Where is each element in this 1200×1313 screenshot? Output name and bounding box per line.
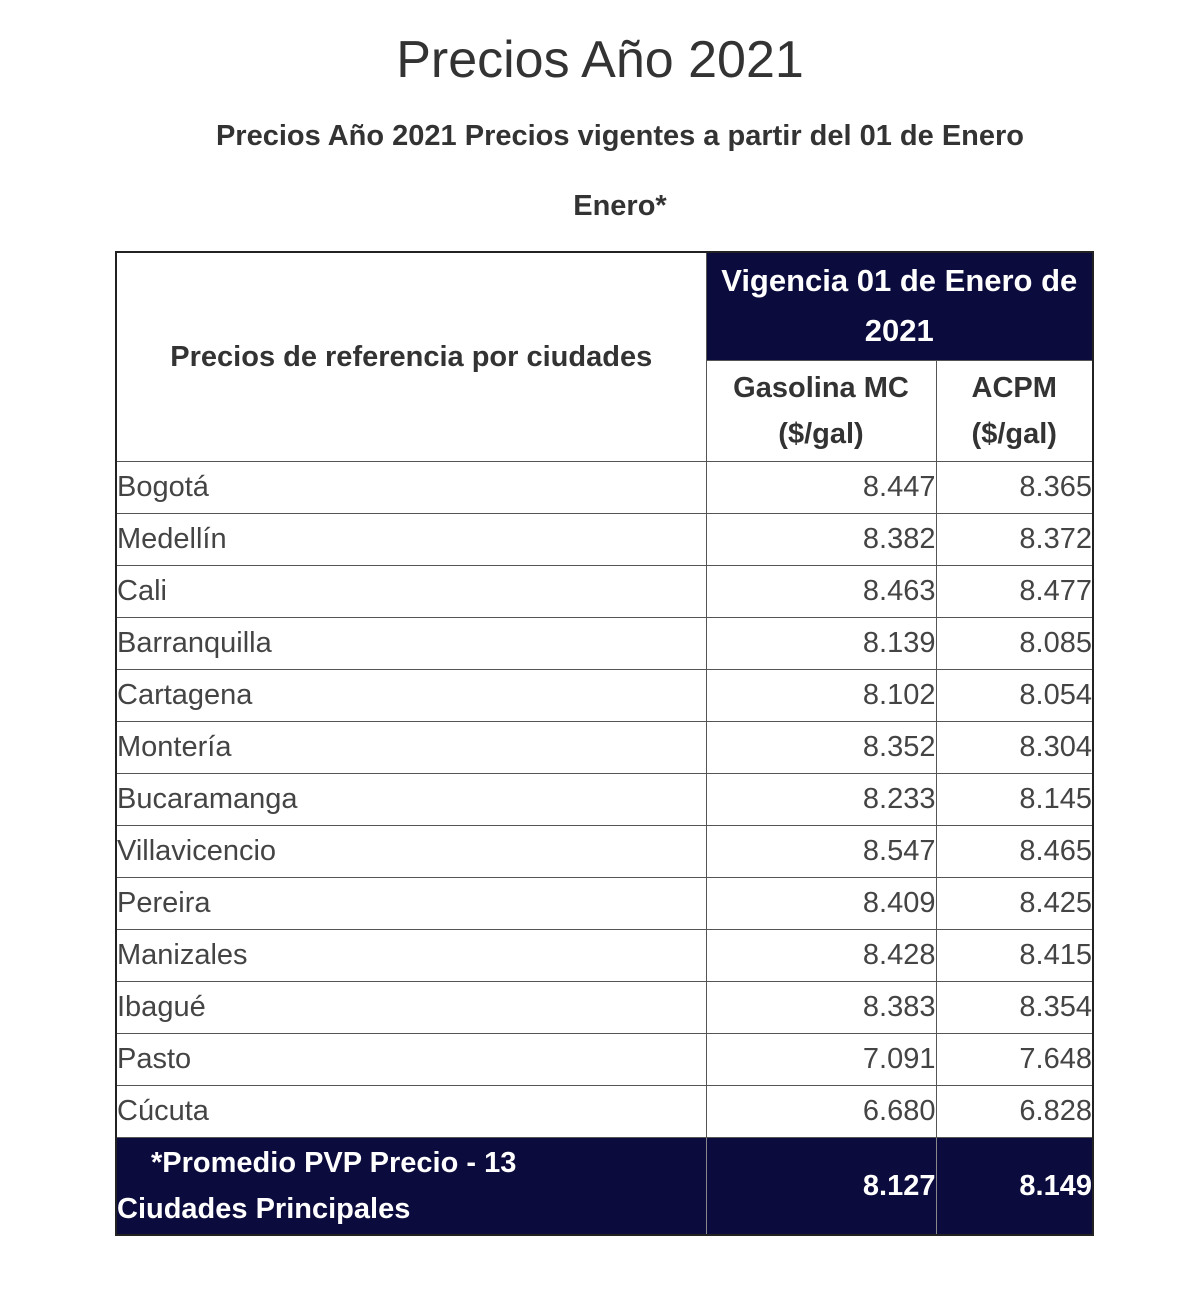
prices-table — [115, 251, 1094, 1236]
table-row — [116, 1086, 1093, 1138]
acpm-cell: 6.828 — [936, 1086, 1093, 1138]
city-cell: Montería — [116, 722, 706, 774]
gasolina-cell: 8.547 — [706, 826, 936, 878]
header-vigencia: Vigencia 01 de Enero de 2021 — [706, 252, 1093, 360]
acpm-cell: 8.304 — [936, 722, 1093, 774]
acpm-cell: 8.477 — [936, 566, 1093, 618]
gasolina-cell: 8.428 — [706, 930, 936, 982]
average-label-line1: *Promedio PVP Precio - 13 — [151, 1147, 517, 1179]
table-row — [116, 514, 1093, 566]
table-row — [116, 722, 1093, 774]
acpm-cell: 8.365 — [936, 462, 1093, 514]
gasolina-cell: 8.409 — [706, 878, 936, 930]
acpm-cell: 8.415 — [936, 930, 1093, 982]
gasolina-cell: 8.383 — [706, 982, 936, 1034]
gasolina-cell: 8.139 — [706, 618, 936, 670]
gasolina-cell: 8.102 — [706, 670, 936, 722]
acpm-cell: 8.354 — [936, 982, 1093, 1034]
city-cell: Bogotá — [116, 462, 706, 514]
city-cell: Cali — [116, 566, 706, 618]
average-label — [116, 1138, 706, 1236]
city-cell: Cúcuta — [116, 1086, 706, 1138]
gasolina-cell: 8.447 — [706, 462, 936, 514]
table-row — [116, 462, 1093, 514]
gasolina-cell: 8.352 — [706, 722, 936, 774]
table-row — [116, 930, 1093, 982]
acpm-cell: 8.085 — [936, 618, 1093, 670]
city-cell: Cartagena — [116, 670, 706, 722]
page-title: Precios Año 2021 — [396, 31, 804, 89]
city-cell: Villavicencio — [116, 826, 706, 878]
city-cell: Medellín — [116, 514, 706, 566]
table-body — [116, 462, 1093, 1236]
table-row — [116, 618, 1093, 670]
table-row — [116, 670, 1093, 722]
header-gasolina: Gasolina MC ($/gal) — [706, 360, 936, 462]
average-gasolina: 8.127 — [706, 1138, 936, 1236]
average-label-line2: Ciudades Principales — [117, 1193, 411, 1225]
city-cell: Pereira — [116, 878, 706, 930]
acpm-cell: 7.648 — [936, 1034, 1093, 1086]
table-row — [116, 982, 1093, 1034]
gasolina-cell: 8.382 — [706, 514, 936, 566]
city-cell: Barranquilla — [116, 618, 706, 670]
average-acpm: 8.149 — [936, 1138, 1093, 1236]
city-cell: Ibagué — [116, 982, 706, 1034]
table-row — [116, 566, 1093, 618]
gasolina-cell: 8.233 — [706, 774, 936, 826]
acpm-cell: 8.372 — [936, 514, 1093, 566]
gasolina-cell: 6.680 — [706, 1086, 936, 1138]
subtitle-continuation: Enero* — [573, 190, 667, 222]
subtitle: Precios Año 2021 Precios vigentes a partir del 01 de Enero — [215, 120, 1025, 152]
acpm-cell: 8.054 — [936, 670, 1093, 722]
gasolina-cell: 8.463 — [706, 566, 936, 618]
gasolina-cell: 7.091 — [706, 1034, 936, 1086]
acpm-cell: 8.465 — [936, 826, 1093, 878]
city-cell: Pasto — [116, 1034, 706, 1086]
city-cell: Bucaramanga — [116, 774, 706, 826]
acpm-cell: 8.425 — [936, 878, 1093, 930]
average-row — [116, 1138, 1093, 1236]
city-cell: Manizales — [116, 930, 706, 982]
table-row — [116, 826, 1093, 878]
acpm-cell: 8.145 — [936, 774, 1093, 826]
header-acpm: ACPM ($/gal) — [936, 360, 1093, 462]
table-row — [116, 1034, 1093, 1086]
header-cities: Precios de referencia por ciudades — [116, 252, 706, 462]
table-row — [116, 774, 1093, 826]
table-row — [116, 878, 1093, 930]
